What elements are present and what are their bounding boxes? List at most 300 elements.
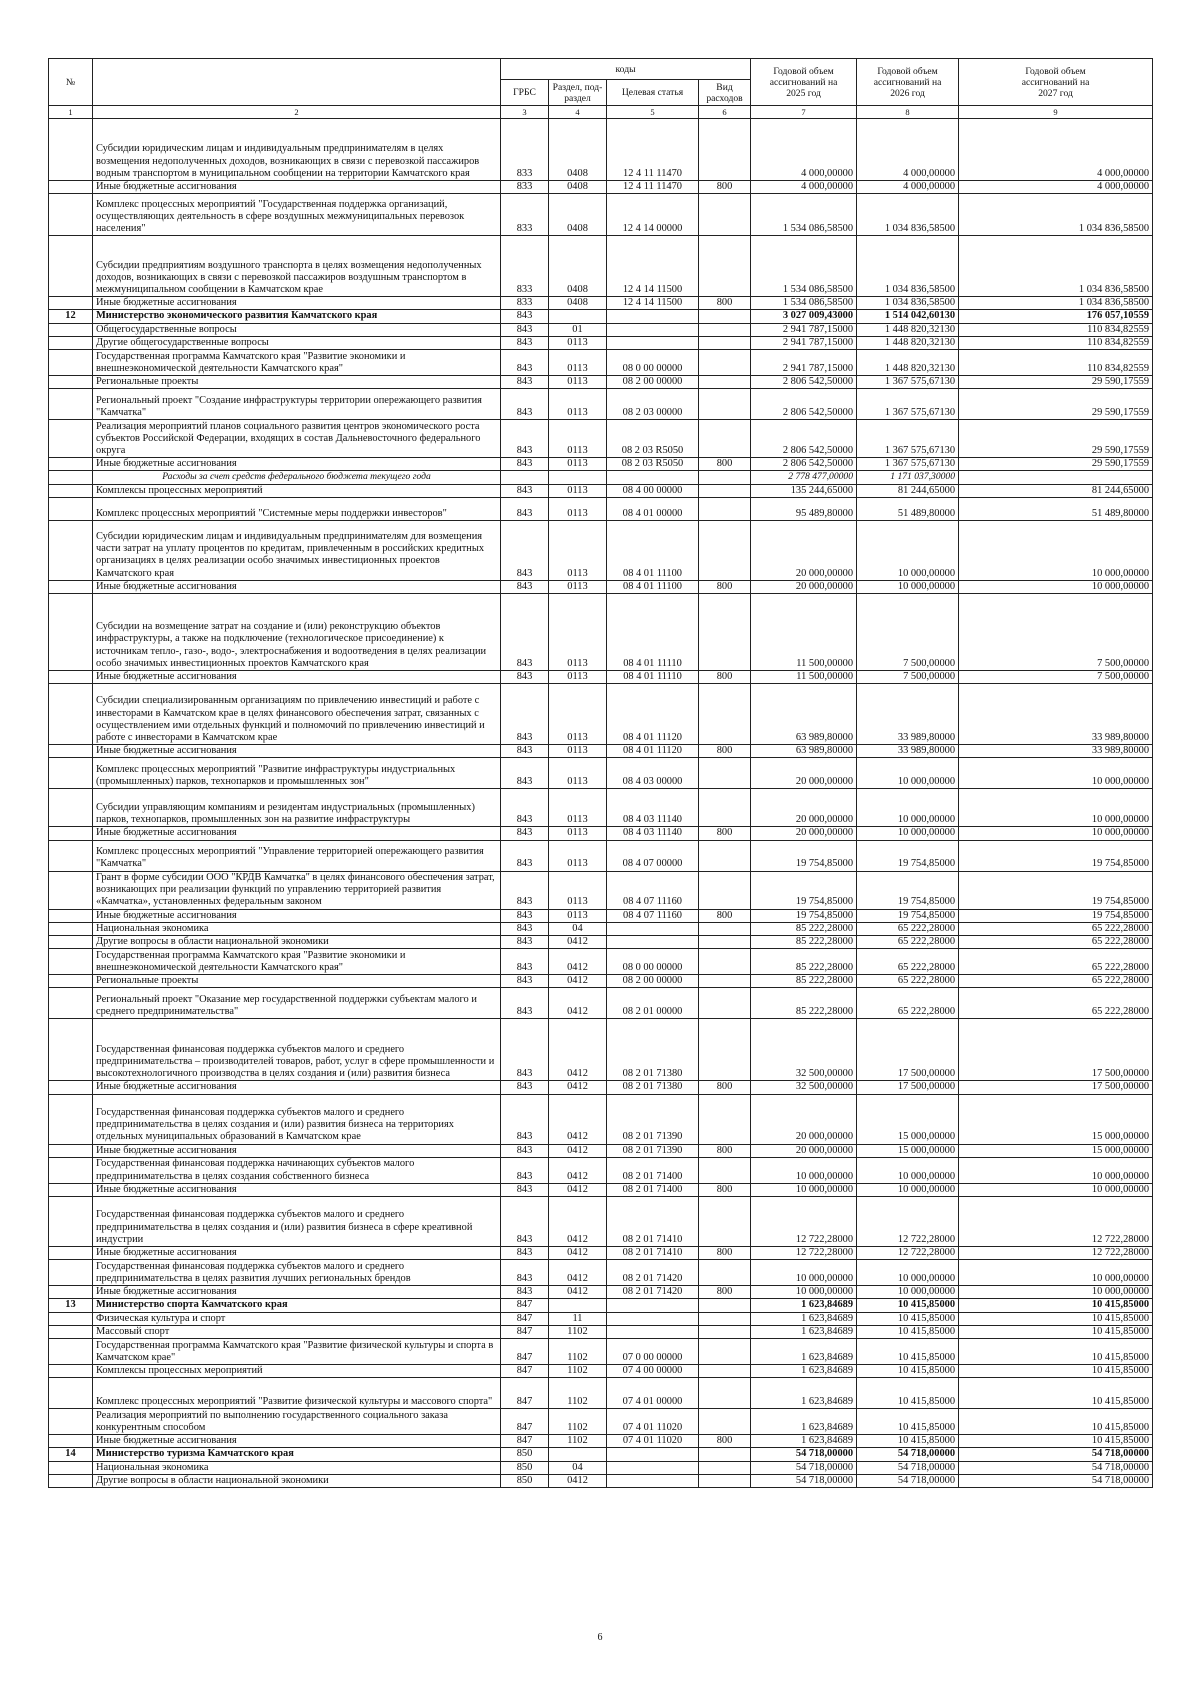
row-grbs: 843: [501, 1183, 549, 1196]
row-expense-type: [699, 1474, 751, 1487]
row-name: Физическая культура и спорт: [93, 1312, 501, 1325]
row-section: [549, 471, 607, 484]
row-article: [607, 471, 699, 484]
row-expense-type: [699, 922, 751, 935]
row-section: 1102: [549, 1339, 607, 1365]
row-expense-type: 800: [699, 1247, 751, 1260]
row-amount-2026: 17 500,00000: [857, 1081, 959, 1094]
row-amount-2025: 2 941 787,15000: [751, 336, 857, 349]
row-grbs: 843: [501, 1081, 549, 1094]
row-amount-2027: 15 000,00000: [959, 1094, 1153, 1144]
row-amount-2025: 10 000,00000: [751, 1157, 857, 1183]
row-grbs: 843: [501, 594, 549, 671]
row-number: [49, 1247, 93, 1260]
row-amount-2027: 54 718,00000: [959, 1448, 1153, 1461]
row-amount-2025: 95 489,80000: [751, 497, 857, 520]
row-grbs: 843: [501, 1157, 549, 1183]
row-amount-2026: 19 754,85000: [857, 909, 959, 922]
row-number: [49, 949, 93, 975]
row-grbs: 843: [501, 1286, 549, 1299]
col-number: 6: [699, 106, 751, 119]
row-section: 0113: [549, 484, 607, 497]
row-amount-2025: 2 778 477,00000: [751, 471, 857, 484]
row-amount-2027: 29 590,17559: [959, 458, 1153, 471]
row-amount-2026: 65 222,28000: [857, 949, 959, 975]
row-number: [49, 1144, 93, 1157]
row-expense-type: [699, 119, 751, 181]
row-amount-2027: 65 222,28000: [959, 922, 1153, 935]
row-number: 12: [49, 310, 93, 323]
row-number: [49, 827, 93, 840]
row-grbs: 843: [501, 827, 549, 840]
row-amount-2027: 10 000,00000: [959, 789, 1153, 827]
row-amount-2026: 1 367 575,67130: [857, 458, 959, 471]
row-name: Иные бюджетные ассигнования: [93, 745, 501, 758]
row-article: 07 4 01 11020: [607, 1435, 699, 1448]
row-section: 0412: [549, 1474, 607, 1487]
row-article: [607, 1448, 699, 1461]
table-row: [49, 194, 1153, 236]
row-section: 0412: [549, 988, 607, 1019]
row-expense-type: [699, 1260, 751, 1286]
row-section: 0412: [549, 975, 607, 988]
row-number: [49, 181, 93, 194]
table-row: [49, 389, 1153, 420]
row-grbs: 847: [501, 1299, 549, 1312]
table-row: [49, 350, 1153, 376]
row-name: Государственная финансовая поддержка субъектов малого и среднего предпринимательства – производителей товаров, работ, услуг в сфере промышленности и высокотехнологичного производства в целях создания и (или) развития бизнеса: [93, 1019, 501, 1081]
row-amount-2025: 85 222,28000: [751, 922, 857, 935]
row-article: [607, 310, 699, 323]
row-article: 08 4 00 00000: [607, 484, 699, 497]
row-amount-2025: 2 806 542,50000: [751, 420, 857, 458]
row-amount-2025: 11 500,00000: [751, 671, 857, 684]
row-expense-type: [699, 1448, 751, 1461]
row-number: 13: [49, 1299, 93, 1312]
row-grbs: 843: [501, 671, 549, 684]
row-number: [49, 988, 93, 1019]
row-article: 08 4 07 11160: [607, 909, 699, 922]
table-row: [49, 1409, 1153, 1435]
row-name: Комплекс процессных мероприятий "Системные меры поддержки инвесторов": [93, 497, 501, 520]
row-number: [49, 922, 93, 935]
row-article: 08 0 00 00000: [607, 350, 699, 376]
row-expense-type: [699, 1325, 751, 1338]
row-grbs: 833: [501, 236, 549, 297]
row-amount-2026: 10 415,85000: [857, 1435, 959, 1448]
header-num: №: [49, 59, 93, 106]
row-amount-2026: 1 448 820,32130: [857, 336, 959, 349]
row-section: 0113: [549, 871, 607, 909]
row-amount-2027: 19 754,85000: [959, 871, 1153, 909]
row-section: 0113: [549, 671, 607, 684]
row-name: Иные бюджетные ассигнования: [93, 1144, 501, 1157]
table-row: [49, 458, 1153, 471]
col-number: 9: [959, 106, 1153, 119]
row-amount-2027: 15 000,00000: [959, 1144, 1153, 1157]
row-section: 0113: [549, 789, 607, 827]
row-name: Расходы за счет средств федерального бюджета текущего года: [93, 471, 501, 484]
row-expense-type: 800: [699, 909, 751, 922]
row-grbs: 843: [501, 323, 549, 336]
row-amount-2025: 20 000,00000: [751, 1144, 857, 1157]
row-section: 0412: [549, 1157, 607, 1183]
row-grbs: 843: [501, 922, 549, 935]
row-amount-2026: 10 000,00000: [857, 789, 959, 827]
row-grbs: 847: [501, 1378, 549, 1409]
row-amount-2025: 12 722,28000: [751, 1247, 857, 1260]
row-amount-2027: 10 000,00000: [959, 758, 1153, 789]
table-row: [49, 1339, 1153, 1365]
table-row: [49, 1365, 1153, 1378]
row-section: 0408: [549, 236, 607, 297]
row-amount-2025: 2 806 542,50000: [751, 389, 857, 420]
row-section: 0412: [549, 936, 607, 949]
row-grbs: 843: [501, 758, 549, 789]
col-number: 7: [751, 106, 857, 119]
row-expense-type: [699, 484, 751, 497]
row-amount-2025: 4 000,00000: [751, 119, 857, 181]
row-amount-2025: 1 534 086,58500: [751, 236, 857, 297]
row-number: [49, 594, 93, 671]
col-number: 8: [857, 106, 959, 119]
row-name: Другие общегосударственные вопросы: [93, 336, 501, 349]
row-amount-2027: 10 000,00000: [959, 1260, 1153, 1286]
row-name: Комплексы процессных мероприятий: [93, 484, 501, 497]
row-amount-2025: 54 718,00000: [751, 1461, 857, 1474]
row-amount-2027: 51 489,80000: [959, 497, 1153, 520]
row-number: [49, 1365, 93, 1378]
header-column-numbers: [49, 106, 1153, 119]
row-section: 0412: [549, 1197, 607, 1247]
table-row: [49, 1183, 1153, 1196]
row-grbs: 833: [501, 297, 549, 310]
row-amount-2027: 10 415,85000: [959, 1409, 1153, 1435]
header-row-codes: [49, 59, 1153, 80]
row-expense-type: [699, 1312, 751, 1325]
row-expense-type: 800: [699, 458, 751, 471]
row-article: [607, 336, 699, 349]
row-number: [49, 975, 93, 988]
row-section: 0113: [549, 350, 607, 376]
row-name: Региональные проекты: [93, 975, 501, 988]
row-name: Региональный проект "Создание инфраструктуры территории опережающего развития "Камчатка": [93, 389, 501, 420]
row-article: 08 4 01 11110: [607, 594, 699, 671]
row-amount-2026: 10 000,00000: [857, 1157, 959, 1183]
header-section: Раздел, под- раздел: [549, 80, 607, 106]
row-article: 08 4 03 11140: [607, 789, 699, 827]
row-amount-2026: 65 222,28000: [857, 936, 959, 949]
row-expense-type: [699, 236, 751, 297]
header-expense-type: Вид расходов: [699, 80, 751, 106]
row-amount-2027: 1 034 836,58500: [959, 297, 1153, 310]
row-amount-2025: 4 000,00000: [751, 181, 857, 194]
row-article: [607, 1474, 699, 1487]
row-amount-2026: 10 415,85000: [857, 1325, 959, 1338]
row-article: [607, 1325, 699, 1338]
row-amount-2027: 10 415,85000: [959, 1325, 1153, 1338]
row-name: Национальная экономика: [93, 922, 501, 935]
row-grbs: 847: [501, 1339, 549, 1365]
row-amount-2027: 65 222,28000: [959, 975, 1153, 988]
row-number: [49, 1157, 93, 1183]
row-number: [49, 1094, 93, 1144]
table-row: [49, 745, 1153, 758]
table-row: [49, 988, 1153, 1019]
row-section: 04: [549, 922, 607, 935]
row-amount-2026: 33 989,80000: [857, 745, 959, 758]
row-amount-2026: 10 415,85000: [857, 1378, 959, 1409]
row-amount-2026: 1 448 820,32130: [857, 323, 959, 336]
row-amount-2027: 10 415,85000: [959, 1339, 1153, 1365]
row-amount-2026: 1 448 820,32130: [857, 350, 959, 376]
row-amount-2025: 2 941 787,15000: [751, 323, 857, 336]
table-row: [49, 1299, 1153, 1312]
row-amount-2026: 1 034 836,58500: [857, 194, 959, 236]
table-row: [49, 297, 1153, 310]
row-amount-2026: 1 367 575,67130: [857, 376, 959, 389]
row-name: Иные бюджетные ассигнования: [93, 827, 501, 840]
row-name: Национальная экономика: [93, 1461, 501, 1474]
row-number: [49, 297, 93, 310]
row-expense-type: [699, 194, 751, 236]
row-amount-2025: 2 806 542,50000: [751, 376, 857, 389]
row-amount-2026: 19 754,85000: [857, 840, 959, 871]
row-grbs: 847: [501, 1435, 549, 1448]
row-grbs: 843: [501, 745, 549, 758]
row-article: 08 2 00 00000: [607, 376, 699, 389]
row-article: 08 4 01 11110: [607, 671, 699, 684]
row-name: Министерство экономического развития Камчатского края: [93, 310, 501, 323]
row-section: 0412: [549, 1183, 607, 1196]
row-expense-type: [699, 389, 751, 420]
row-amount-2026: 65 222,28000: [857, 975, 959, 988]
row-article: 08 2 01 71410: [607, 1197, 699, 1247]
row-section: 1102: [549, 1365, 607, 1378]
row-grbs: 847: [501, 1312, 549, 1325]
row-number: [49, 484, 93, 497]
budget-table-body: [49, 119, 1153, 1488]
row-expense-type: [699, 1365, 751, 1378]
row-amount-2026: 81 244,65000: [857, 484, 959, 497]
row-number: [49, 1409, 93, 1435]
row-number: [49, 119, 93, 181]
row-amount-2026: 10 415,85000: [857, 1365, 959, 1378]
row-section: 0412: [549, 1286, 607, 1299]
row-name: Министерство туризма Камчатского края: [93, 1448, 501, 1461]
table-row: [49, 936, 1153, 949]
row-article: 08 2 03 00000: [607, 389, 699, 420]
row-name: Другие вопросы в области национальной экономики: [93, 1474, 501, 1487]
row-expense-type: [699, 376, 751, 389]
row-section: 0113: [549, 376, 607, 389]
row-amount-2027: 54 718,00000: [959, 1474, 1153, 1487]
row-expense-type: [699, 949, 751, 975]
row-article: 07 4 01 11020: [607, 1409, 699, 1435]
row-amount-2026: 10 000,00000: [857, 520, 959, 580]
row-name: Иные бюджетные ассигнования: [93, 297, 501, 310]
row-amount-2027: 17 500,00000: [959, 1081, 1153, 1094]
row-number: [49, 323, 93, 336]
row-name: Иные бюджетные ассигнования: [93, 909, 501, 922]
header-year-2026: Годовой объем ассигнований на 2026 год: [857, 59, 959, 106]
table-row: [49, 1197, 1153, 1247]
row-expense-type: [699, 1197, 751, 1247]
row-number: [49, 1339, 93, 1365]
row-section: 0412: [549, 1144, 607, 1157]
row-amount-2027: 7 500,00000: [959, 594, 1153, 671]
row-amount-2026: 10 415,85000: [857, 1409, 959, 1435]
row-number: [49, 580, 93, 593]
row-amount-2027: 10 000,00000: [959, 827, 1153, 840]
row-name: Реализация мероприятий планов социального развития центров экономического роста субъектов Российской Федерации, входящих в состав Дальневосточного федерального округа: [93, 420, 501, 458]
row-expense-type: [699, 350, 751, 376]
row-article: 08 2 01 71390: [607, 1144, 699, 1157]
row-number: [49, 420, 93, 458]
row-number: [49, 789, 93, 827]
row-grbs: 847: [501, 1365, 549, 1378]
row-name: Субсидии управляющим компаниям и резидентам индустриальных (промышленных) парков, технопарков, промышленных зон на развитие инфраструктуры: [93, 789, 501, 827]
row-expense-type: 800: [699, 580, 751, 593]
row-name: Массовый спорт: [93, 1325, 501, 1338]
row-name: Иные бюджетные ассигнования: [93, 1183, 501, 1196]
row-article: 08 2 01 71390: [607, 1094, 699, 1144]
budget-table-sheet: [48, 58, 1152, 1488]
row-section: 0113: [549, 684, 607, 745]
row-amount-2027: 4 000,00000: [959, 181, 1153, 194]
row-expense-type: [699, 1461, 751, 1474]
table-row: [49, 1286, 1153, 1299]
row-expense-type: 800: [699, 671, 751, 684]
row-number: [49, 1183, 93, 1196]
row-amount-2025: 10 000,00000: [751, 1286, 857, 1299]
row-amount-2025: 19 754,85000: [751, 909, 857, 922]
row-article: [607, 1299, 699, 1312]
row-amount-2027: 29 590,17559: [959, 389, 1153, 420]
row-amount-2026: 1 034 836,58500: [857, 297, 959, 310]
col-number: 5: [607, 106, 699, 119]
page-number: 6: [597, 1632, 603, 1643]
row-expense-type: [699, 471, 751, 484]
row-expense-type: [699, 684, 751, 745]
row-expense-type: 800: [699, 1081, 751, 1094]
header-year-2027: Годовой объем ассигнований на 2027 год: [959, 59, 1153, 106]
table-row: [49, 1378, 1153, 1409]
row-name: Государственная финансовая поддержка субъектов малого и среднего предпринимательства в целях создания и (или) развития бизнеса на территориях отдельных муниципальных образований в Камчатском крае: [93, 1094, 501, 1144]
row-amount-2025: 1 623,84689: [751, 1339, 857, 1365]
row-amount-2027: 65 222,28000: [959, 936, 1153, 949]
row-section: 1102: [549, 1378, 607, 1409]
table-row: [49, 119, 1153, 181]
row-number: [49, 840, 93, 871]
row-amount-2027: 110 834,82559: [959, 336, 1153, 349]
row-grbs: 833: [501, 194, 549, 236]
row-section: 1102: [549, 1409, 607, 1435]
row-amount-2026: 10 415,85000: [857, 1339, 959, 1365]
table-row: [49, 1260, 1153, 1286]
row-grbs: 847: [501, 1325, 549, 1338]
row-number: [49, 671, 93, 684]
row-section: 0113: [549, 497, 607, 520]
row-section: 0412: [549, 1260, 607, 1286]
row-section: 0113: [549, 745, 607, 758]
row-number: [49, 236, 93, 297]
row-amount-2027: 29 590,17559: [959, 376, 1153, 389]
row-section: 04: [549, 1461, 607, 1474]
table-row: [49, 310, 1153, 323]
row-amount-2025: 1 623,84689: [751, 1325, 857, 1338]
row-grbs: 843: [501, 350, 549, 376]
row-number: [49, 1474, 93, 1487]
row-name: Иные бюджетные ассигнования: [93, 1247, 501, 1260]
row-grbs: 833: [501, 119, 549, 181]
row-article: 08 2 01 71420: [607, 1260, 699, 1286]
row-grbs: 843: [501, 336, 549, 349]
row-grbs: 843: [501, 458, 549, 471]
row-number: [49, 336, 93, 349]
row-amount-2025: 1 534 086,58500: [751, 297, 857, 310]
row-expense-type: 800: [699, 827, 751, 840]
row-grbs: 847: [501, 1409, 549, 1435]
row-amount-2027: 33 989,80000: [959, 745, 1153, 758]
row-number: [49, 497, 93, 520]
row-expense-type: [699, 1378, 751, 1409]
row-article: 08 2 01 71420: [607, 1286, 699, 1299]
row-expense-type: [699, 497, 751, 520]
row-amount-2027: 1 034 836,58500: [959, 194, 1153, 236]
table-row: [49, 1435, 1153, 1448]
row-number: [49, 936, 93, 949]
row-name: Государственная финансовая поддержка субъектов малого и среднего предпринимательства в целях развития лучших региональных брендов: [93, 1260, 501, 1286]
row-amount-2025: 85 222,28000: [751, 975, 857, 988]
row-amount-2026: 65 222,28000: [857, 922, 959, 935]
row-name: Комплекс процессных мероприятий "Развитие физической культуры и массового спорта": [93, 1378, 501, 1409]
row-expense-type: [699, 594, 751, 671]
row-name: Субсидии на возмещение затрат на создание и (или) реконструкцию объектов инфраструктуры, а также на подключение (технологическое присоединение) к источникам тепло-, газо-, водо-, электроснабжения и водоотведения в целях реализации особо значимых инвестиционных проектов Камчатского края: [93, 594, 501, 671]
row-grbs: 850: [501, 1461, 549, 1474]
row-section: 0113: [549, 580, 607, 593]
row-name: Субсидии предприятиям воздушного транспорта в целях возмещения недополученных доходов, возникающих в связи с перевозкой пассажиров воздушным транспортом в межмуниципальном сообщении в Камчатском крае: [93, 236, 501, 297]
row-section: 11: [549, 1312, 607, 1325]
row-article: 08 2 01 71380: [607, 1019, 699, 1081]
row-article: 08 2 03 R5050: [607, 420, 699, 458]
table-row: [49, 1157, 1153, 1183]
table-row: [49, 1144, 1153, 1157]
row-section: 0408: [549, 194, 607, 236]
row-grbs: [501, 471, 549, 484]
table-row: [49, 376, 1153, 389]
row-expense-type: 800: [699, 1435, 751, 1448]
row-amount-2026: 10 415,85000: [857, 1312, 959, 1325]
table-row: [49, 484, 1153, 497]
row-grbs: 843: [501, 871, 549, 909]
row-amount-2026: 54 718,00000: [857, 1474, 959, 1487]
row-expense-type: [699, 310, 751, 323]
row-article: 07 4 00 00000: [607, 1365, 699, 1378]
table-row: [49, 1312, 1153, 1325]
row-amount-2027: 12 722,28000: [959, 1197, 1153, 1247]
row-name: Общегосударственные вопросы: [93, 323, 501, 336]
row-expense-type: 800: [699, 1286, 751, 1299]
row-amount-2027: 81 244,65000: [959, 484, 1153, 497]
row-name: Региональный проект "Оказание мер государственной поддержки субъектам малого и среднего предпринимательства": [93, 988, 501, 1019]
row-number: [49, 471, 93, 484]
table-row: [49, 594, 1153, 671]
row-article: 08 4 03 11140: [607, 827, 699, 840]
row-amount-2026: 12 722,28000: [857, 1247, 959, 1260]
row-amount-2027: 65 222,28000: [959, 949, 1153, 975]
row-amount-2025: 12 722,28000: [751, 1197, 857, 1247]
